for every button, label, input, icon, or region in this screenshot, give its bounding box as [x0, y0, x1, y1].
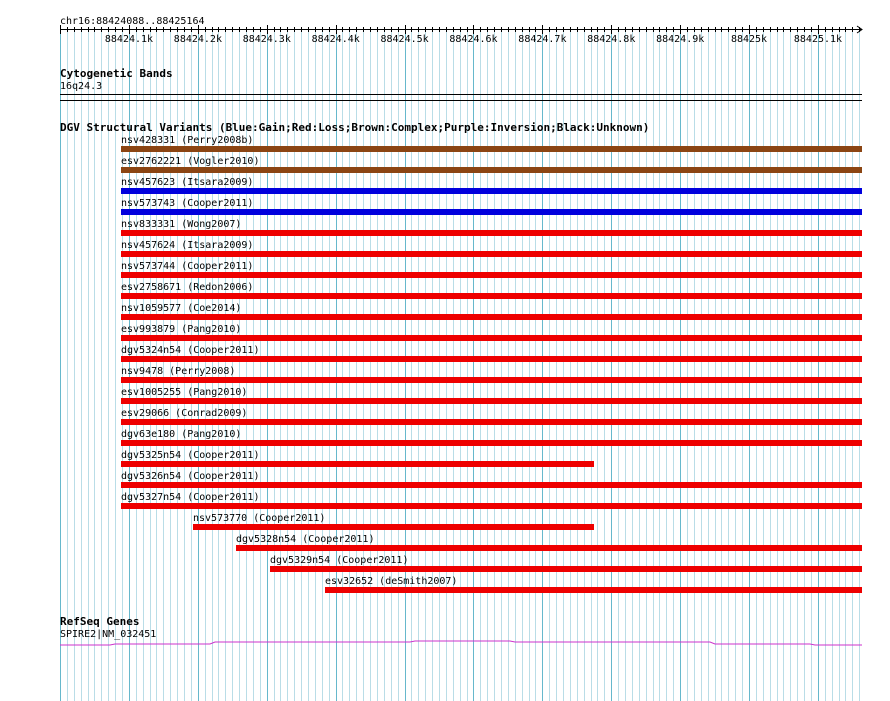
dgv-variant-bar[interactable]: [121, 230, 862, 236]
ruler-tick-label: 88424.3k: [242, 34, 291, 45]
dgv-variant-label[interactable]: nsv428331 (Perry2008b): [121, 135, 254, 146]
dgv-variant-label[interactable]: esv993879 (Pang2010): [121, 324, 242, 335]
dgv-variant-label[interactable]: esv29066 (Conrad2009): [121, 408, 248, 419]
cytoband-label: 16q24.3: [60, 81, 103, 92]
dgv-variant-label[interactable]: nsv573743 (Cooper2011): [121, 198, 254, 209]
refseq-gene-label[interactable]: SPIRE2|NM_032451: [60, 629, 157, 640]
refseq-track-title[interactable]: RefSeq Genes: [60, 615, 140, 628]
ruler-tick-label: 88424.8k: [587, 34, 636, 45]
cytoband-line-bottom: [60, 100, 862, 101]
dgv-track-title[interactable]: DGV Structural Variants (Blue:Gain;Red:Loss;Brown:Complex;Purple:Inversion;Black:Unknown): [60, 121, 650, 134]
dgv-variant-label[interactable]: dgv5324n54 (Cooper2011): [121, 345, 260, 356]
dgv-variant-label[interactable]: dgv5327n54 (Cooper2011): [121, 492, 260, 503]
dgv-variant-bar[interactable]: [121, 419, 862, 425]
ruler-tick-label: 88425.1k: [793, 34, 843, 45]
dgv-variant-label[interactable]: nsv573770 (Cooper2011): [193, 513, 326, 524]
ruler-tick-label: 88425k: [730, 34, 768, 45]
dgv-variant-bar[interactable]: [121, 356, 862, 362]
dgv-variant-bar[interactable]: [121, 440, 862, 446]
dgv-variant-bar[interactable]: [121, 398, 862, 404]
dgv-variant-bar[interactable]: [270, 566, 862, 572]
ruler-tick-label: 88424.9k: [656, 34, 705, 45]
dgv-variant-label[interactable]: nsv457624 (Itsara2009): [121, 240, 254, 251]
dgv-variant-bar[interactable]: [121, 188, 862, 194]
dgv-variant-label[interactable]: esv32652 (deSmith2007): [325, 576, 458, 587]
dgv-variant-bar[interactable]: [121, 461, 594, 467]
dgv-variant-label[interactable]: esv1005255 (Pang2010): [121, 387, 248, 398]
refseq-gene-feature[interactable]: [0, 636, 890, 650]
ruler-tick-label: 88424.7k: [518, 34, 567, 45]
dgv-variant-label[interactable]: esv2762221 (Vogler2010): [121, 156, 260, 167]
ruler-tick-label: 88424.4k: [311, 34, 360, 45]
refseq-gene-line: [60, 641, 862, 645]
ruler-tick-label: 88424.1k: [104, 34, 154, 45]
dgv-variant-bar[interactable]: [236, 545, 862, 551]
dgv-variant-label[interactable]: nsv573744 (Cooper2011): [121, 261, 254, 272]
dgv-variant-bar[interactable]: [121, 335, 862, 341]
dgv-variant-bar[interactable]: [193, 524, 594, 530]
ruler-tick-label: 88424.6k: [449, 34, 498, 45]
cytoband-line-top: [60, 94, 862, 95]
dgv-variant-label[interactable]: nsv1059577 (Coe2014): [121, 303, 242, 314]
dgv-variant-label[interactable]: nsv457623 (Itsara2009): [121, 177, 254, 188]
dgv-variant-label[interactable]: dgv5325n54 (Cooper2011): [121, 450, 260, 461]
dgv-variant-bar[interactable]: [121, 251, 862, 257]
dgv-variant-label[interactable]: nsv9478 (Perry2008): [121, 366, 236, 377]
ruler-tick-label: 88424.2k: [173, 34, 222, 45]
ruler-tick-label: 88424.5k: [380, 34, 429, 45]
location-label: chr16:88424088..88425164: [60, 16, 205, 27]
dgv-variant-label[interactable]: dgv5329n54 (Cooper2011): [270, 555, 409, 566]
dgv-variant-bar[interactable]: [121, 482, 862, 488]
dgv-variant-bar[interactable]: [121, 314, 862, 320]
dgv-variant-label[interactable]: dgv5328n54 (Cooper2011): [236, 534, 375, 545]
dgv-variant-label[interactable]: dgv63e180 (Pang2010): [121, 429, 242, 440]
cytoband-track-title[interactable]: Cytogenetic Bands: [60, 67, 173, 80]
dgv-variant-bar[interactable]: [121, 209, 862, 215]
dgv-variant-bar[interactable]: [121, 293, 862, 299]
dgv-variant-bar[interactable]: [325, 587, 862, 593]
dgv-variant-bar[interactable]: [121, 377, 862, 383]
dgv-variant-label[interactable]: dgv5326n54 (Cooper2011): [121, 471, 260, 482]
dgv-variant-bar[interactable]: [121, 167, 862, 173]
dgv-variant-bar[interactable]: [121, 146, 862, 152]
dgv-variant-bar[interactable]: [121, 272, 862, 278]
dgv-variant-label[interactable]: nsv833331 (Wong2007): [121, 219, 242, 230]
dgv-variant-bar[interactable]: [121, 503, 862, 509]
dgv-variant-label[interactable]: esv2758671 (Redon2006): [121, 282, 254, 293]
